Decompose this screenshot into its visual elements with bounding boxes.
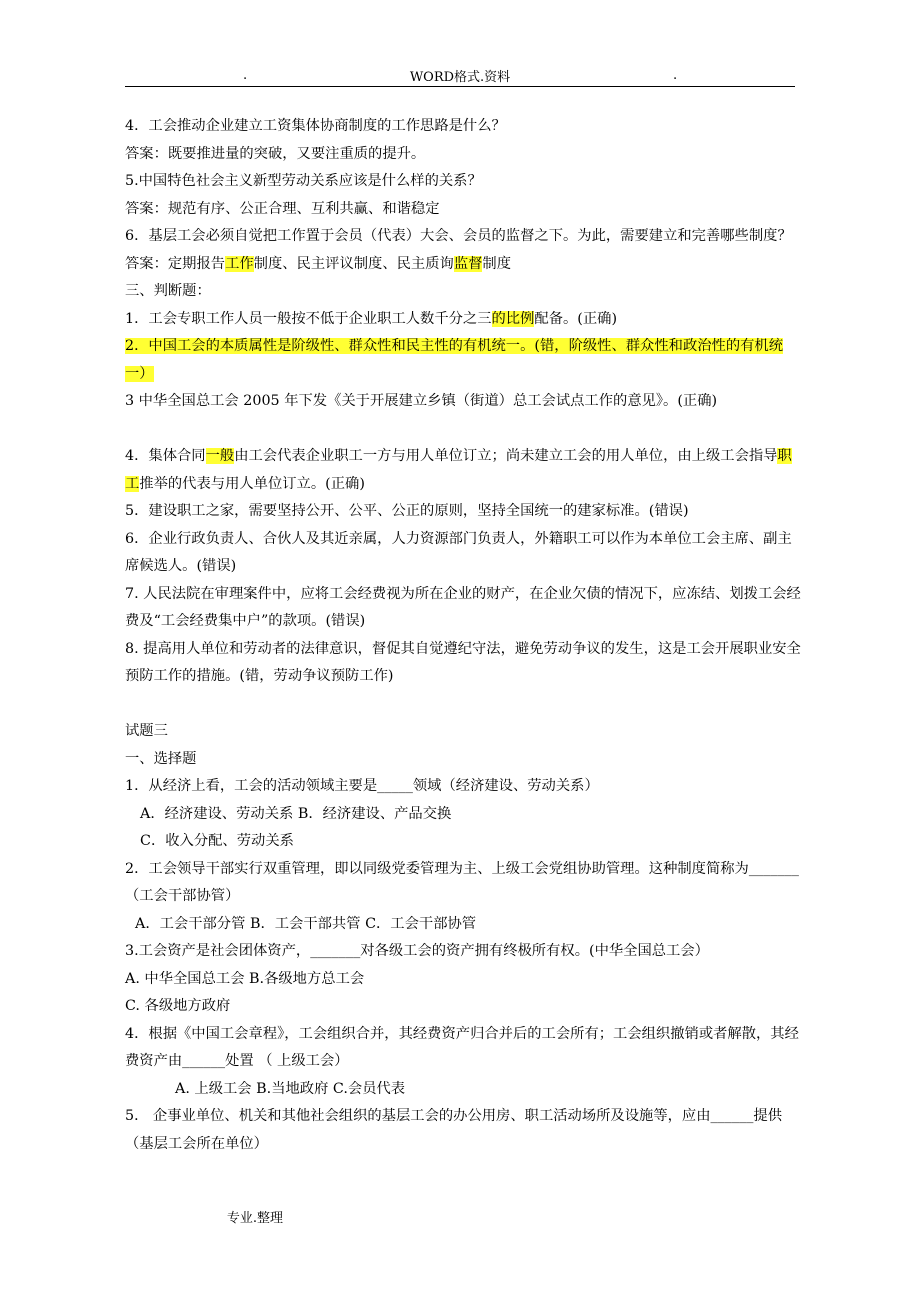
choice-3: 3.工会资产是社会团体资产，_______对各级工会的资产拥有终极所有权。(中华全国总工会）	[125, 943, 709, 959]
judgement-1-part2: 配备。(正确)	[534, 310, 618, 327]
header-dot-left: .	[243, 68, 248, 83]
section-choice-heading: 一、选择题	[125, 750, 197, 767]
judgement-1-part1: 1．工会专职工作人员一般按不低于企业职工人数千分之三	[125, 310, 492, 327]
answer-6-part3: 制度	[482, 255, 512, 272]
choice-2-options: A．工会干部分管 B．工会干部共管 C．工会干部协管	[135, 915, 477, 932]
answer-6-part2: 制度、民主评议制度、民主质询	[253, 255, 454, 272]
choice-5: 5． 企事业单位、机关和其他社会组织的基层工会的办公用房、职工活动场所及设施等，应由______提供（基层工会所在单位）	[125, 1108, 782, 1152]
header-dot-right: .	[673, 68, 678, 83]
question-4: 4．工会推动企业建立工资集体协商制度的工作思路是什么？	[125, 118, 506, 134]
exam-3-title: 试题三	[125, 723, 168, 739]
judgement-1	[125, 306, 801, 334]
choice-3-option-c: C. 各级地方政府	[125, 998, 231, 1014]
choice-4: 4．根据《中国工会章程》，工会组织合并，其经费资产归合并后的工会所有；工会组织撤销或者解散，其经费资产由______处置 （ 上级工会）	[125, 1025, 799, 1069]
answer-6-highlight-2: 监督	[453, 255, 483, 272]
judgement-6: 6．企业行政负责人、合伙人及其近亲属，人力资源部门负责人，外籍职工可以作为本单位工会主席、副主席候选人。(错误)	[125, 530, 792, 574]
judgement-4	[125, 443, 801, 498]
page-footer: 专业.整理	[226, 1211, 284, 1226]
judgement-4-highlight-2: 职工	[125, 448, 792, 492]
answer-6	[125, 251, 801, 279]
question-5: 5.中国特色社会主义新型劳动关系应该是什么样的关系？	[125, 173, 482, 189]
document-body	[125, 113, 801, 1158]
answer-5: 答案：规范有序、公正合理、互利共赢、和谐稳定	[125, 200, 440, 217]
judgement-4-part1: 4．集体合同	[125, 448, 206, 464]
judgement-3: 3 中华全国总工会 2005 年下发《关于开展建立乡镇（街道）总工会试点工作的意见》。(正确)	[125, 393, 718, 409]
judgement-2	[125, 333, 801, 388]
choice-1-option-c: C．收入分配、劳动关系	[140, 833, 294, 849]
question-6: 6．基层工会必须自觉把工作置于会员（代表）大会、会员的监督之下。为此，需要建立和完善哪些制度？	[125, 228, 792, 244]
choice-1-options-ab: A．经济建设、劳动关系 B．经济建设、产品交换	[140, 805, 452, 822]
choice-3-options-ab: A. 中华全国总工会 B.各级地方总工会	[125, 970, 365, 987]
answer-6-highlight-1: 工作	[225, 255, 254, 272]
judgement-4-part2: 由工会代表企业职工一方与用人单位订立；尚未建立工会的用人单位，由上级工会指导	[234, 448, 778, 464]
blank-line	[125, 691, 801, 719]
answer-4: 答案：既要推进量的突破，又要注重质的提升。	[125, 145, 426, 162]
judgement-5: 5．建设职工之家，需要坚持公开、公平、公正的原则，坚持全国统一的建家标准。(错误)	[125, 503, 689, 519]
judgement-4-part3: 推举的代表与用人单位订立。(正确)	[139, 475, 365, 492]
choice-4-options: A. 上级工会 B.当地政府 C.会员代表	[175, 1080, 406, 1097]
choice-1: 1．从经济上看，工会的活动领域主要是_____领域（经济建设、劳动关系）	[125, 778, 599, 794]
judgement-8: 8. 提高用人单位和劳动者的法律意识，督促其自觉遵纪守法，避免劳动争议的发生，这是工会开展职业安全预防工作的措施。(错，劳动争议预防工作)	[125, 640, 801, 684]
judgement-7: 7. 人民法院在审理案件中，应将工会经费视为所在企业的财产，在企业欠债的情况下，应冻结、划拨工会经费及“工会经费集中户”的款项。(错误)	[125, 585, 801, 629]
header-title: WORD格式.资料	[409, 70, 511, 85]
answer-6-part1: 答案：定期报告	[125, 255, 226, 272]
judgement-2-highlight: 2．中国工会的本质属性是阶级性、群众性和民主性的有机统一。(错，阶级性、群众性和政治性的有机统一）	[125, 338, 784, 382]
page-header	[125, 64, 795, 87]
judgement-1-highlight: 的比例	[491, 310, 535, 327]
choice-2: 2．工会领导干部实行双重管理，即以同级党委管理为主、上级工会党组协助管理。这种制度简称为_______（工会干部协管）	[125, 860, 799, 904]
judgement-4-highlight-1: 一般	[205, 448, 235, 464]
blank-line	[125, 416, 801, 444]
section-judgement-heading: 三、判断题：	[125, 283, 211, 299]
